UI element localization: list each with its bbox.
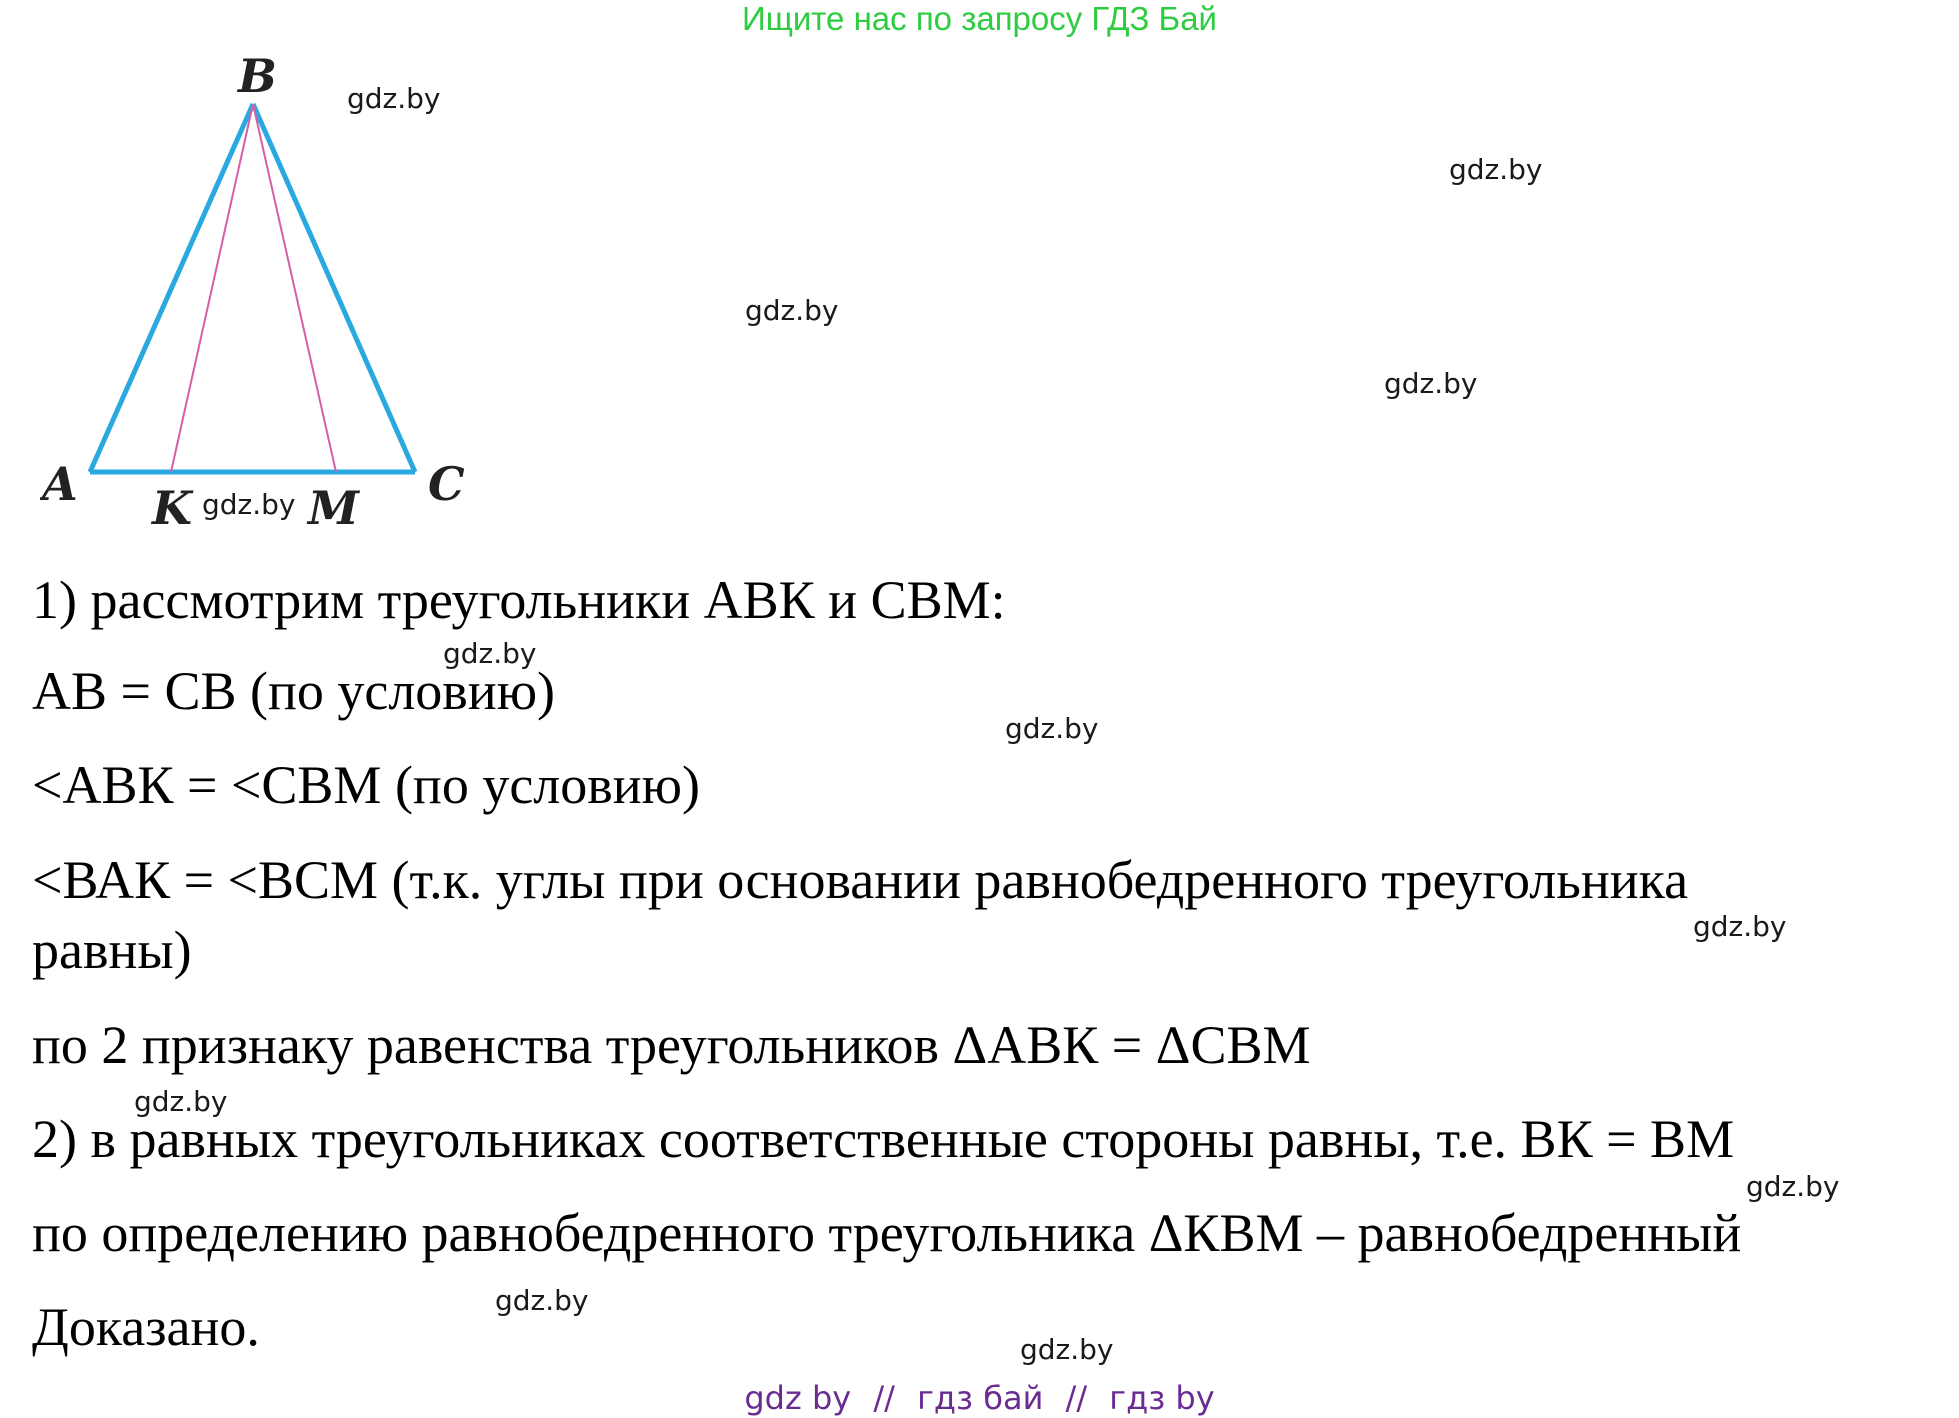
watermark: gdz.by — [1005, 712, 1099, 745]
footer-link-gdz-by[interactable]: gdz by — [744, 1379, 852, 1417]
footer-separator: // — [1065, 1379, 1088, 1417]
vertex-label-c: C — [428, 457, 465, 511]
footer-links — [0, 1378, 1959, 1418]
proof-line-7: по определению равнобедренного треугольника ΔКВМ – равнобедренный — [32, 1203, 1742, 1263]
watermark: gdz.by — [1449, 153, 1543, 186]
segment-bk — [171, 104, 253, 472]
proof-line-6: 2) в равных треугольниках соответственные стороны равны, т.е. ВК = ВМ — [32, 1109, 1735, 1169]
segment-bm — [253, 104, 336, 472]
watermark: gdz.by — [745, 294, 839, 327]
vertex-label-k: K — [152, 481, 192, 535]
footer-link-gdz-bai[interactable]: гдз бай — [917, 1379, 1044, 1417]
proof-line-1: 1) рассмотрим треугольники АВК и СВМ: — [32, 570, 1006, 630]
vertex-label-m: M — [308, 481, 359, 535]
vertex-label-b: B — [238, 50, 277, 103]
proof-line-4a: <ВАК = <ВСМ (т.к. углы при основании равнобедренного треугольника — [32, 850, 1689, 910]
watermark: gdz.by — [1746, 1170, 1840, 1203]
triangle-abc — [90, 104, 415, 472]
proof-line-2: АВ = СВ (по условию) — [32, 661, 556, 721]
side-bc — [253, 104, 415, 472]
watermark: gdz.by — [495, 1284, 589, 1317]
triangle-figure — [40, 50, 500, 540]
watermark: gdz.by — [1384, 367, 1478, 400]
watermark: gdz.by — [134, 1085, 228, 1118]
side-ab — [90, 104, 253, 472]
proof-line-3: <АВК = <СВМ (по условию) — [32, 755, 700, 815]
watermark: gdz.by — [443, 637, 537, 670]
search-hint[interactable]: Ищите нас по запросу ГДЗ Бай — [742, 0, 1217, 37]
watermark: gdz.by — [1693, 910, 1787, 943]
watermark: gdz.by — [202, 488, 296, 521]
vertex-label-a: A — [42, 457, 78, 511]
proof-line-4b: равны) — [32, 920, 192, 980]
footer-separator: // — [873, 1379, 895, 1417]
watermark: gdz.by — [347, 82, 441, 115]
proof-line-8: Доказано. — [32, 1297, 260, 1357]
footer-link-gdz-by-cyr[interactable]: гдз by — [1109, 1379, 1215, 1417]
proof-line-5: по 2 признаку равенства треугольников ΔАВК = ΔСВМ — [32, 1015, 1311, 1075]
watermark: gdz.by — [1020, 1333, 1114, 1366]
